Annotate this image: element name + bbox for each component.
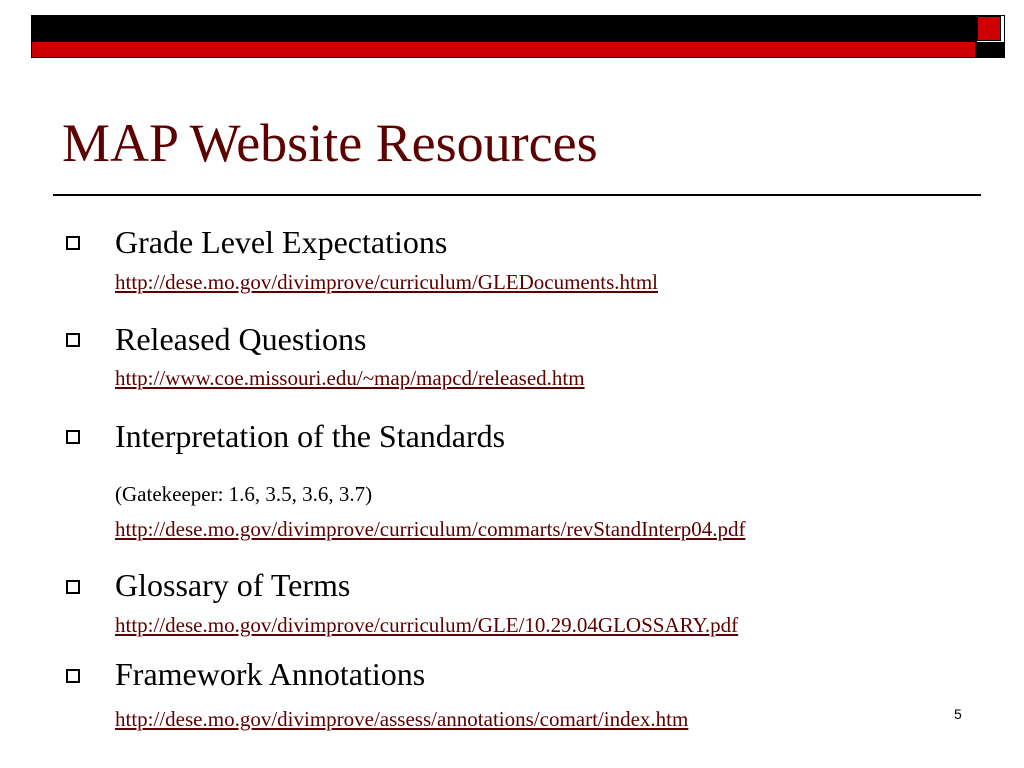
square-bullet-icon (66, 669, 80, 683)
page-number: 5 (954, 706, 962, 722)
item-heading-interpretation-of-standards: Interpretation of the Standards (115, 418, 506, 454)
banner-corner-block (976, 15, 1005, 58)
link-released-questions[interactable]: http://www.coe.missouri.edu/~map/mapcd/released.htm (115, 366, 585, 390)
link-grade-level-expectations[interactable]: http://dese.mo.gov/divimprove/curriculum/GLEDocuments.html (115, 270, 658, 294)
square-bullet-icon (66, 236, 80, 250)
top-banner-bar (31, 15, 976, 58)
item-heading-released-questions: Released Questions (115, 321, 367, 357)
item-note-gatekeeper: (Gatekeeper: 1.6, 3.5, 3.6, 3.7) (115, 482, 373, 506)
square-bullet-icon (66, 580, 80, 594)
square-bullet-icon (66, 333, 80, 347)
corner-outline (976, 15, 1005, 58)
square-bullet-icon (66, 430, 80, 444)
slide-title: MAP Website Resources (62, 113, 598, 173)
title-divider (53, 194, 981, 196)
link-framework-annotations[interactable]: http://dese.mo.gov/divimprove/assess/annotations/comart/index.htm (115, 707, 689, 731)
link-interpretation-of-standards[interactable]: http://dese.mo.gov/divimprove/curriculum/commarts/revStandInterp04.pdf (115, 517, 746, 541)
item-heading-glossary-of-terms: Glossary of Terms (115, 567, 351, 603)
item-heading-grade-level-expectations: Grade Level Expectations (115, 224, 448, 260)
item-heading-framework-annotations: Framework Annotations (115, 656, 426, 692)
link-glossary-of-terms[interactable]: http://dese.mo.gov/divimprove/curriculum/GLE/10.29.04GLOSSARY.pdf (115, 613, 739, 637)
banner-outline (31, 15, 976, 58)
